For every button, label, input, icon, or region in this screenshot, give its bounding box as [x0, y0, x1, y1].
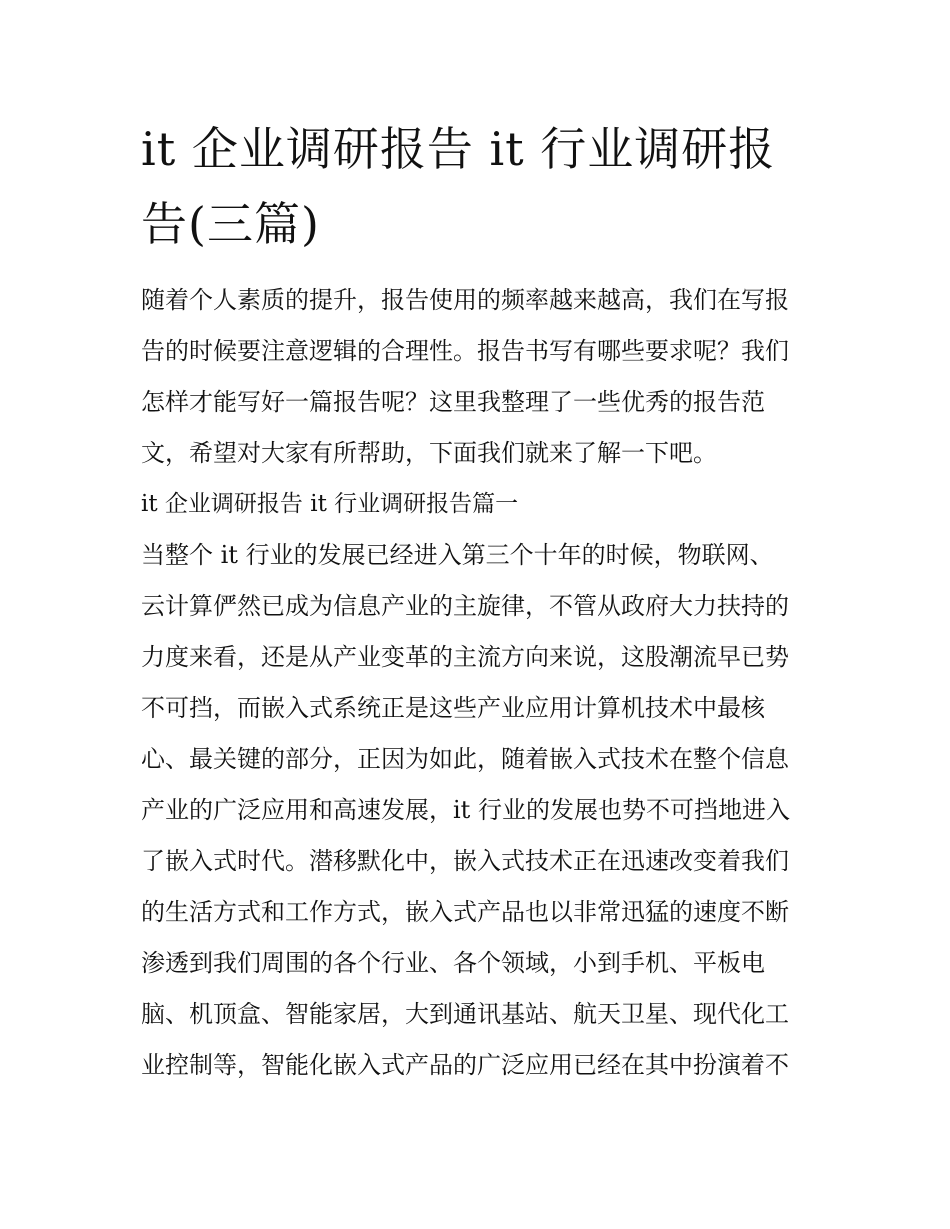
- title-line: it 企业调研报告 it 行业调研报: [141, 122, 776, 176]
- text-line: 的生活方式和工作方式，嵌入式产品也以非常迅猛的速度不断: [141, 898, 789, 926]
- text-line: 随着个人素质的提升，报告使用的频率越来越高，我们在写报: [141, 286, 789, 314]
- text-line: 文，希望对大家有所帮助，下面我们就来了解一下吧。: [141, 439, 717, 467]
- text-line: 力度来看，还是从产业变革的主流方向来说，这股潮流早已势: [141, 643, 789, 671]
- text-line: 云计算俨然已成为信息产业的主旋律，不管从政府大力扶持的: [141, 592, 789, 620]
- text-line: 怎样才能写好一篇报告呢？这里我整理了一些优秀的报告范: [141, 388, 765, 416]
- text-line: 业控制等，智能化嵌入式产品的广泛应用已经在其中扮演着不: [141, 1051, 789, 1079]
- document-content: [141, 112, 813, 1091]
- document-title: [141, 112, 813, 262]
- text-line: 了嵌入式时代。潜移默化中，嵌入式技术正在迅速改变着我们: [141, 847, 789, 875]
- title-line: 告(三篇): [141, 197, 320, 251]
- text-line: 当整个 it 行业的发展已经进入第三个十年的时候，物联网、: [141, 541, 774, 569]
- text-line: 告的时候要注意逻辑的合理性。报告书写有哪些要求呢？我们: [141, 337, 789, 365]
- text-line: 不可挡，而嵌入式系统正是这些产业应用计算机技术中最核: [141, 694, 765, 722]
- text-line: 产业的广泛应用和高速发展，it 行业的发展也势不可挡地进入: [141, 796, 790, 824]
- body-paragraph: [141, 530, 813, 1091]
- text-line: 脑、机顶盒、智能家居，大到通讯基站、航天卫星、现代化工: [141, 1000, 789, 1028]
- section-heading: it 企业调研报告 it 行业调研报告篇一: [141, 491, 519, 517]
- text-line: 心、最关键的部分，正因为如此，随着嵌入式技术在整个信息: [141, 745, 789, 773]
- intro-paragraph: [141, 275, 813, 479]
- text-line: 渗透到我们周围的各个行业、各个领域，小到手机、平板电: [141, 949, 765, 977]
